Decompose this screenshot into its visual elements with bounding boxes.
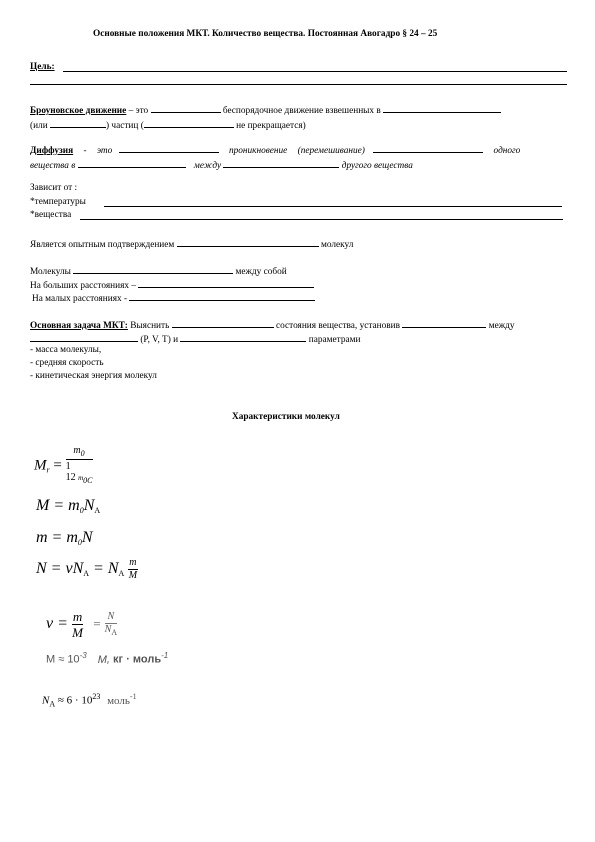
formula-symbol: M (34, 457, 47, 474)
task-line-2 (30, 332, 360, 345)
task-item-1: - масса молекулы, (30, 345, 102, 355)
blank (73, 264, 233, 274)
formula-text: N (42, 694, 50, 707)
task-between: между (488, 321, 515, 331)
blank (151, 103, 221, 113)
blank (402, 318, 486, 328)
brownian-text-1: беспорядочное движение взвешенных в (222, 106, 381, 116)
brownian-line-2 (30, 118, 306, 131)
formula-exp: -1 (129, 692, 137, 701)
depends-line-2 (80, 219, 563, 220)
molecules-far-line (30, 278, 314, 291)
formula-text: m = m (36, 529, 78, 546)
blank (144, 118, 234, 128)
formula-sub: 0 (77, 538, 82, 547)
blank (119, 143, 219, 153)
task-term: Основная задача МКТ: (30, 321, 128, 331)
formula-text: = N (93, 560, 119, 578)
diffusion-dash: - (83, 146, 87, 156)
diffusion-pen: проникновение (228, 146, 288, 156)
formula-mr (34, 446, 93, 486)
diffusion-substance: вещества в (30, 161, 76, 171)
frac-den-b: 12 (65, 472, 76, 483)
task-properties: состояния вещества, установив (276, 321, 401, 331)
frac-den-c-sub: 0C (83, 476, 93, 485)
diffusion-one: одного (493, 146, 521, 156)
blank (138, 278, 314, 288)
formula-mass (36, 530, 93, 547)
molecules-pre: Молекулы (30, 267, 71, 277)
formula-avogadro (42, 693, 137, 709)
molecules-post: между собой (235, 267, 287, 277)
frac-den: N (104, 624, 112, 635)
task-explain: Выяснить (130, 321, 170, 331)
formula-text: M (97, 653, 107, 666)
formula-text: M = m (36, 497, 80, 514)
diffusion-term: Диффузия (30, 146, 74, 156)
molecules-line (30, 264, 287, 277)
molecules-near: На малых расстояниях - (32, 294, 128, 304)
frac-num: m (73, 445, 81, 456)
formula-exp: 23 (92, 692, 101, 701)
formula-eq: = (93, 616, 101, 632)
diffusion-eto: это (96, 146, 113, 156)
frac-den-sub: A (111, 628, 118, 637)
brownian-text-2-mid: ) частиц ( (106, 121, 144, 131)
blank (223, 158, 339, 168)
formula-fraction (128, 558, 137, 581)
frac-num: N (105, 612, 117, 624)
formula-units: кг · моль (113, 653, 162, 666)
blank (177, 237, 319, 247)
depends-item-2: *вещества (30, 210, 72, 220)
goal-label: Цель: (30, 62, 55, 72)
brownian-text-2-pre: (или (30, 121, 48, 131)
frac-num: m (129, 557, 137, 568)
blank (50, 118, 106, 128)
formula-text: ν = (46, 615, 68, 633)
brownian-line-1 (30, 103, 501, 116)
goal-line-1 (63, 71, 567, 72)
proof-line (30, 237, 353, 250)
task-params-post: параметрами (308, 335, 361, 345)
diffusion-mix: (перемешивание) (297, 146, 365, 156)
frac-den: M (128, 570, 138, 581)
proof-post: молекул (320, 240, 354, 250)
blank (78, 158, 186, 168)
formula-exp: -3 (79, 651, 87, 660)
brownian-text-2-post: не прекращается) (236, 121, 306, 131)
frac-den: M (72, 625, 84, 640)
formula-text: N (81, 529, 93, 546)
blank (129, 291, 315, 301)
formula-fraction (72, 610, 83, 639)
task-line-1 (30, 318, 515, 331)
section-subtitle: Характеристики молекул (232, 412, 340, 422)
goal-line-2 (30, 84, 567, 85)
depends-line-1 (104, 206, 562, 207)
blank (172, 318, 274, 328)
blank (180, 332, 306, 342)
formula-sub: A (83, 569, 90, 579)
blank (383, 103, 501, 113)
formula-sub: A (94, 506, 101, 515)
frac-num-sub: 0 (80, 449, 85, 458)
formula-text: N (83, 497, 95, 514)
formula-text: N = νN (36, 560, 84, 578)
diffusion-between: между (193, 161, 222, 171)
frac-den-a: 1 (65, 461, 71, 472)
page-title: Основные положения МКТ. Количество вещества. Постоянная Авогадро § 24 – 25 (93, 29, 438, 39)
frac-num: m (72, 609, 83, 624)
blank (30, 332, 138, 342)
diffusion-other: другого вещества (341, 161, 413, 171)
formula-count (36, 558, 138, 581)
blank (373, 143, 483, 153)
formula-exp: -1 (161, 651, 169, 660)
formula-text: ≈ 6 · 10 (57, 694, 93, 707)
formula-molar-mass (36, 498, 100, 515)
depends-item-1: *температуры (30, 197, 86, 207)
formula-fraction (66, 446, 93, 486)
formula-fraction (105, 612, 117, 637)
formula-units: моль (107, 694, 130, 707)
task-item-2: - средняя скорость (30, 358, 104, 368)
formula-molar-order: $M \approx 10^{-3}$ M, кг · моль$^{-1}$ (46, 651, 169, 666)
formula-sub: A (49, 699, 56, 709)
task-item-3: - кинетическая энергия молекул (30, 371, 157, 381)
formula-sub: r (46, 465, 50, 475)
formula-amount (46, 610, 117, 639)
brownian-term: Броуновское движение (30, 106, 127, 116)
depends-label: Зависит от : (30, 183, 78, 193)
task-params-mid: (P, V, T) и (140, 335, 179, 345)
diffusion-line-2 (30, 158, 413, 171)
formula-eq: = (53, 457, 62, 474)
proof-pre: Является опытным подтверждением (30, 240, 175, 250)
formula-sub: 0 (79, 506, 84, 515)
molecules-far: На больших расстояниях – (30, 281, 136, 291)
molecules-near-line (32, 291, 315, 304)
formula-sub: A (118, 569, 125, 579)
formula-text: M ≈ 10 (46, 653, 80, 666)
frac-den-c: m (78, 474, 84, 482)
brownian-dash: – это (128, 106, 149, 116)
diffusion-line-1 (30, 143, 520, 156)
